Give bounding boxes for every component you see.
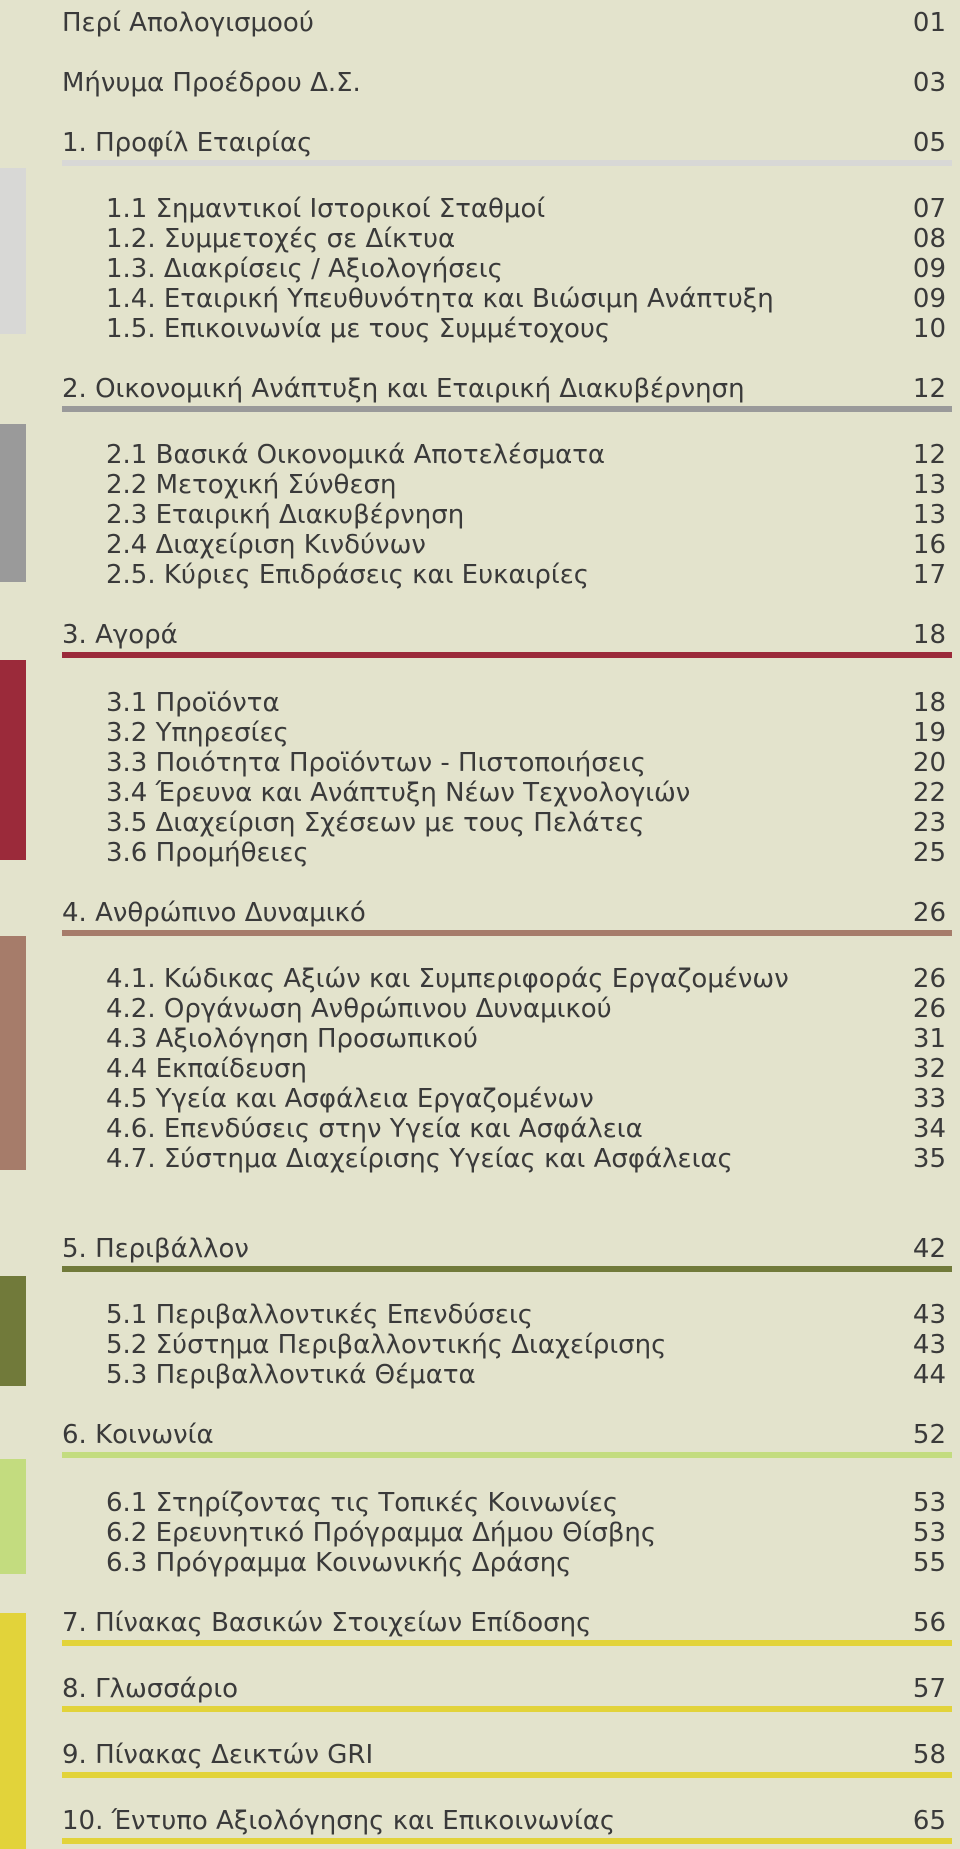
toc-item[interactable] xyxy=(106,1358,946,1392)
toc-item-label: 3.4 Έρευνα και Ανάπτυξη Νέων Τεχνολογιών xyxy=(106,778,691,808)
toc-item-label: 2.4 Διαχείριση Κινδύνων xyxy=(106,530,426,560)
section-7-rule xyxy=(62,1640,952,1646)
toc-section-page: 58 xyxy=(912,1740,946,1770)
toc-section-3[interactable] xyxy=(62,618,946,652)
toc-section-page: 57 xyxy=(912,1674,946,1704)
toc-section-6[interactable] xyxy=(62,1418,946,1452)
toc-item-label: 2.2 Μετοχική Σύνθεση xyxy=(106,470,397,500)
toc-item-label: 6.3 Πρόγραμμα Κοινωνικής Δράσης xyxy=(106,1548,572,1578)
toc-item[interactable] xyxy=(106,282,946,316)
toc-entry-label: Περί Απολογισμοού xyxy=(62,8,314,38)
toc-item[interactable] xyxy=(106,1546,946,1580)
toc-item-label: 4.5 Υγεία και Ασφάλεια Εργαζομένων xyxy=(106,1084,594,1114)
toc-item-label: 1.2. Συμμετοχές σε Δίκτυα xyxy=(106,224,456,254)
toc-item-page: 53 xyxy=(912,1518,946,1548)
toc-section-2[interactable] xyxy=(62,372,946,406)
toc-item-label: 5.3 Περιβαλλοντικά Θέματα xyxy=(106,1360,476,1390)
toc-item[interactable] xyxy=(106,1328,946,1362)
toc-item-page: 44 xyxy=(912,1360,946,1390)
section-3-side-bar xyxy=(0,660,26,860)
toc-item-label: 2.1 Βασικά Οικονομικά Αποτελέσματα xyxy=(106,440,606,470)
toc-item[interactable] xyxy=(106,836,946,870)
toc-item-page: 19 xyxy=(912,718,946,748)
toc-item-page: 09 xyxy=(912,284,946,314)
toc-item-label: 3.1 Προϊόντα xyxy=(106,688,280,718)
toc-item-page: 26 xyxy=(912,994,946,1024)
toc-section-page: 18 xyxy=(912,620,946,650)
toc-item[interactable] xyxy=(106,498,946,532)
toc-section-8[interactable] xyxy=(62,1672,946,1706)
toc-item[interactable] xyxy=(106,528,946,562)
toc-item-page: 13 xyxy=(912,500,946,530)
toc-item-page: 34 xyxy=(912,1114,946,1144)
toc-section-page: 42 xyxy=(912,1234,946,1264)
toc-section-page: 26 xyxy=(912,898,946,928)
toc-section-page: 65 xyxy=(912,1806,946,1836)
toc-item-page: 23 xyxy=(912,808,946,838)
toc-item-label: 3.3 Ποιότητα Προϊόντων - Πιστοποιήσεις xyxy=(106,748,646,778)
toc-item[interactable] xyxy=(106,468,946,502)
toc-item-label: 2.3 Εταιρική Διακυβέρνηση xyxy=(106,500,465,530)
toc-item-page: 43 xyxy=(912,1330,946,1360)
toc-item[interactable] xyxy=(106,746,946,780)
toc-item[interactable] xyxy=(106,1022,946,1056)
toc-item[interactable] xyxy=(106,1082,946,1116)
toc-item[interactable] xyxy=(106,716,946,750)
toc-entry-label: Μήνυμα Προέδρου Δ.Σ. xyxy=(62,68,361,98)
toc-item[interactable] xyxy=(106,1298,946,1332)
toc-item-page: 26 xyxy=(912,964,946,994)
toc-item[interactable] xyxy=(106,962,946,996)
toc-item-label: 1.3. Διακρίσεις / Αξιολογήσεις xyxy=(106,254,503,284)
toc-item-page: 18 xyxy=(912,688,946,718)
toc-section-label: 1. Προφίλ Εταιρίας xyxy=(62,128,313,158)
section-7-10-side-bar xyxy=(0,1613,26,1849)
toc-section-label: 5. Περιβάλλον xyxy=(62,1234,249,1264)
toc-item-label: 4.4 Εκπαίδευση xyxy=(106,1054,307,1084)
toc-entry-page: 01 xyxy=(912,8,946,38)
toc-item[interactable] xyxy=(106,1112,946,1146)
toc-item[interactable] xyxy=(106,992,946,1026)
toc-item-label: 4.6. Επενδύσεις στην Υγεία και Ασφάλεια xyxy=(106,1114,643,1144)
section-6-side-bar xyxy=(0,1459,26,1574)
toc-item-page: 10 xyxy=(912,314,946,344)
toc-item-label: 3.2 Υπηρεσίες xyxy=(106,718,289,748)
toc-item-label: 6.1 Στηρίζοντας τις Τοπικές Κοινωνίες xyxy=(106,1488,619,1518)
toc-item-label: 5.2 Σύστημα Περιβαλλοντικής Διαχείρισης xyxy=(106,1330,667,1360)
toc-section-label: 7. Πίνακας Βασικών Στοιχείων Επίδοσης xyxy=(62,1608,592,1638)
toc-section-label: 6. Κοινωνία xyxy=(62,1420,214,1450)
toc-item-page: 55 xyxy=(912,1548,946,1578)
toc-item-label: 4.7. Σύστημα Διαχείρισης Υγείας και Ασφάλειας xyxy=(106,1144,733,1174)
toc-item-page: 22 xyxy=(912,778,946,808)
toc-section-4[interactable] xyxy=(62,896,946,930)
toc-item-page: 25 xyxy=(912,838,946,868)
section-8-rule xyxy=(62,1706,952,1712)
section-1-rule xyxy=(62,160,952,166)
toc-section-page: 05 xyxy=(912,128,946,158)
toc-item-page: 17 xyxy=(912,560,946,590)
toc-item-label: 1.5. Επικοινωνία με τους Συμμέτοχους xyxy=(106,314,611,344)
toc-item-label: 4.2. Οργάνωση Ανθρώπινου Δυναμικού xyxy=(106,994,612,1024)
toc-item[interactable] xyxy=(106,686,946,720)
section-5-rule xyxy=(62,1266,952,1272)
toc-section-label: 10. Έντυπο Αξιολόγησης και Επικοινωνίας xyxy=(62,1806,616,1836)
toc-section-label: 3. Αγορά xyxy=(62,620,178,650)
section-4-rule xyxy=(62,930,952,936)
toc-item-label: 2.5. Κύριες Επιδράσεις και Ευκαιρίες xyxy=(106,560,590,590)
toc-item-label: 3.5 Διαχείριση Σχέσεων με τους Πελάτες xyxy=(106,808,645,838)
toc-section-10[interactable] xyxy=(62,1804,946,1838)
toc-item[interactable] xyxy=(106,438,946,472)
section-2-side-bar xyxy=(0,424,26,582)
section-5-side-bar xyxy=(0,1276,26,1386)
toc-item-page: 35 xyxy=(912,1144,946,1174)
toc-item[interactable] xyxy=(106,776,946,810)
toc-item-page: 33 xyxy=(912,1084,946,1114)
toc-section-page: 52 xyxy=(912,1420,946,1450)
toc-item-page: 32 xyxy=(912,1054,946,1084)
toc-entry-chairman-message[interactable] xyxy=(62,66,946,100)
toc-item-page: 07 xyxy=(912,194,946,224)
section-2-rule xyxy=(62,406,952,412)
toc-section-page: 56 xyxy=(912,1608,946,1638)
toc-section-5[interactable] xyxy=(62,1232,946,1266)
toc-item-page: 53 xyxy=(912,1488,946,1518)
toc-item[interactable] xyxy=(106,192,946,226)
toc-item-label: 4.3 Αξιολόγηση Προσωπικού xyxy=(106,1024,478,1054)
toc-section-page: 12 xyxy=(912,374,946,404)
toc-item-label: 1.1 Σημαντικοί Ιστορικοί Σταθμοί xyxy=(106,194,546,224)
section-4-side-bar xyxy=(0,936,26,1170)
toc-item[interactable] xyxy=(106,1486,946,1520)
toc-item[interactable] xyxy=(106,312,946,346)
toc-section-label: 8. Γλωσσάριο xyxy=(62,1674,239,1704)
toc-item[interactable] xyxy=(106,252,946,286)
toc-item[interactable] xyxy=(106,1052,946,1086)
toc-item-page: 31 xyxy=(912,1024,946,1054)
section-3-rule xyxy=(62,652,952,658)
toc-section-9[interactable] xyxy=(62,1738,946,1772)
toc-item-label: 6.2 Ερευνητικό Πρόγραμμα Δήμου Θίσβης xyxy=(106,1518,657,1548)
section-6-rule xyxy=(62,1452,952,1458)
section-9-rule xyxy=(62,1772,952,1778)
toc-item-label: 3.6 Προμήθειες xyxy=(106,838,309,868)
toc-item-label: 4.1. Κώδικας Αξιών και Συμπεριφοράς Εργαζομένων xyxy=(106,964,789,994)
toc-item-page: 16 xyxy=(912,530,946,560)
toc-section-7[interactable] xyxy=(62,1606,946,1640)
toc-item-page: 08 xyxy=(912,224,946,254)
toc-item-page: 13 xyxy=(912,470,946,500)
toc-item-page: 09 xyxy=(912,254,946,284)
toc-entry-page: 03 xyxy=(912,68,946,98)
toc-item[interactable] xyxy=(106,806,946,840)
section-10-rule xyxy=(62,1838,952,1844)
toc-item-page: 12 xyxy=(912,440,946,470)
section-1-side-bar xyxy=(0,168,26,334)
toc-section-1[interactable] xyxy=(62,126,946,160)
toc-item[interactable] xyxy=(106,222,946,256)
toc-item[interactable] xyxy=(106,558,946,592)
toc-item[interactable] xyxy=(106,1142,946,1176)
toc-item-label: 1.4. Εταιρική Υπευθυνότητα και Βιώσιμη Ανάπτυξη xyxy=(106,284,774,314)
toc-item-label: 5.1 Περιβαλλοντικές Επενδύσεις xyxy=(106,1300,534,1330)
toc-section-label: 4. Ανθρώπινο Δυναμικό xyxy=(62,898,366,928)
toc-section-label: 9. Πίνακας Δεικτών GRI xyxy=(62,1740,374,1770)
toc-item-page: 43 xyxy=(912,1300,946,1330)
toc-entry-about-report[interactable] xyxy=(62,6,946,40)
toc-item-page: 20 xyxy=(912,748,946,778)
toc-section-label: 2. Οικονομική Ανάπτυξη και Εταιρική Διακυβέρνηση xyxy=(62,374,745,404)
toc-item[interactable] xyxy=(106,1516,946,1550)
